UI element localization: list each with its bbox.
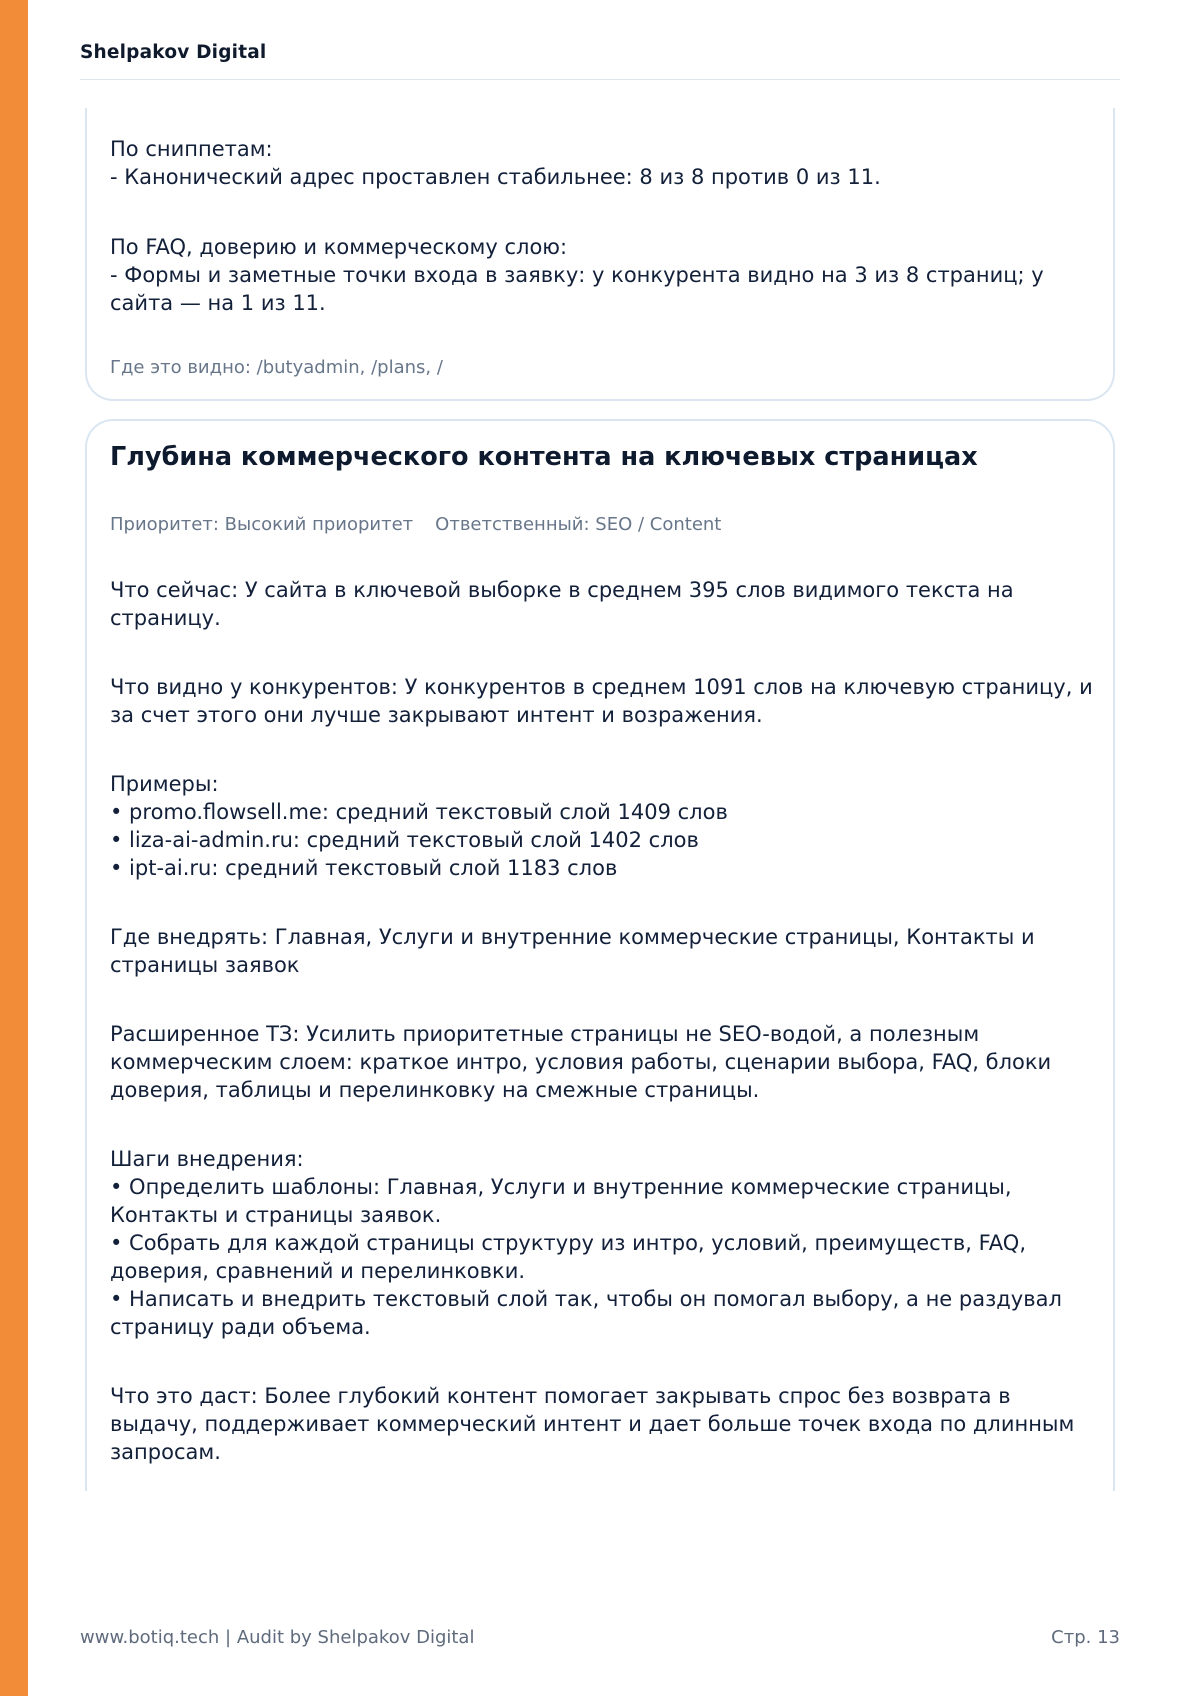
- competitors-line: за счет этого они лучше закрывают интент и возражения.: [110, 703, 763, 727]
- faq-line: сайта — на 1 из 11.: [110, 291, 326, 315]
- accent-bar: [0, 0, 28, 1696]
- card-meta: [110, 514, 721, 536]
- example-item: • liza-ai-admin.ru: средний текстовый слой 1402 слов: [110, 828, 699, 852]
- result-line: выдачу, поддерживает коммерческий интент и дает больше точек входа по длинным: [110, 1412, 1075, 1436]
- steps-heading: Шаги внедрения:: [110, 1147, 304, 1171]
- owner-label: Ответственный: SEO / Content: [435, 514, 722, 535]
- step-line: • Написать и внедрить текстовый слой так, чтобы он помогал выбору, а не раздувал: [110, 1287, 1062, 1311]
- faq-line: - Формы и заметные точки входа в заявку: у конкурента видно на 3 из 8 страниц; у: [110, 263, 1044, 287]
- examples-block: [110, 770, 1110, 882]
- snippets-heading: По сниппетам:: [110, 137, 273, 161]
- brand-name: Shelpakov Digital: [80, 42, 267, 63]
- snippets-line: - Канонический адрес проставлен стабильнее: 8 из 8 против 0 из 11.: [110, 165, 881, 189]
- page-footer: [80, 1626, 1120, 1650]
- current-state-block: [110, 576, 1110, 632]
- card-title: Глубина коммерческого контента на ключевых страницах: [110, 442, 978, 472]
- step-line: доверия, сравнений и перелинковки.: [110, 1259, 526, 1283]
- page-number: Стр. 13: [1051, 1627, 1120, 1648]
- snippets-block: [110, 135, 1110, 191]
- step-line: Контакты и страницы заявок.: [110, 1203, 442, 1227]
- result-block: [110, 1382, 1110, 1466]
- example-item: • promo.flowsell.me: средний текстовый слой 1409 слов: [110, 800, 728, 824]
- faq-block: [110, 233, 1110, 317]
- step-line: страницу ради объема.: [110, 1315, 371, 1339]
- current-line: страницу.: [110, 606, 221, 630]
- where-seen: Где это видно: /butyadmin, /plans, /: [110, 357, 443, 378]
- steps-block: [110, 1145, 1110, 1341]
- spec-block: [110, 1020, 1110, 1104]
- spec-line: Расширенное ТЗ: Усилить приоритетные страницы не SEO-водой, а полезным: [110, 1022, 980, 1046]
- page-header: [80, 42, 1120, 80]
- result-line: Что это даст: Более глубокий контент помогает закрывать спрос без возврата в: [110, 1384, 1011, 1408]
- where-line: Где внедрять: Главная, Услуги и внутренние коммерческие страницы, Контакты и: [110, 925, 1035, 949]
- example-item: • ipt-ai.ru: средний текстовый слой 1183 слов: [110, 856, 618, 880]
- step-line: • Определить шаблоны: Главная, Услуги и внутренние коммерческие страницы,: [110, 1175, 1012, 1199]
- result-line: запросам.: [110, 1440, 221, 1464]
- examples-heading: Примеры:: [110, 772, 219, 796]
- current-line: Что сейчас: У сайта в ключевой выборке в среднем 395 слов видимого текста на: [110, 578, 1014, 602]
- footer-site: www.botiq.tech | Audit by Shelpakov Digital: [80, 1627, 475, 1648]
- spec-line: доверия, таблицы и перелинковку на смежные страницы.: [110, 1078, 760, 1102]
- where-implement-block: [110, 923, 1110, 979]
- competitors-line: Что видно у конкурентов: У конкурентов в среднем 1091 слов на ключевую страницу, и: [110, 675, 1093, 699]
- faq-heading: По FAQ, доверию и коммерческому слою:: [110, 235, 568, 259]
- step-line: • Собрать для каждой страницы структуру из интро, условий, преимуществ, FAQ,: [110, 1231, 1026, 1255]
- competitors-block: [110, 673, 1110, 729]
- where-line: страницы заявок: [110, 953, 300, 977]
- priority-label: Приоритет: Высокий приоритет: [110, 514, 414, 535]
- spec-line: коммерческим слоем: краткое интро, условия работы, сценарии выбора, FAQ, блоки: [110, 1050, 1052, 1074]
